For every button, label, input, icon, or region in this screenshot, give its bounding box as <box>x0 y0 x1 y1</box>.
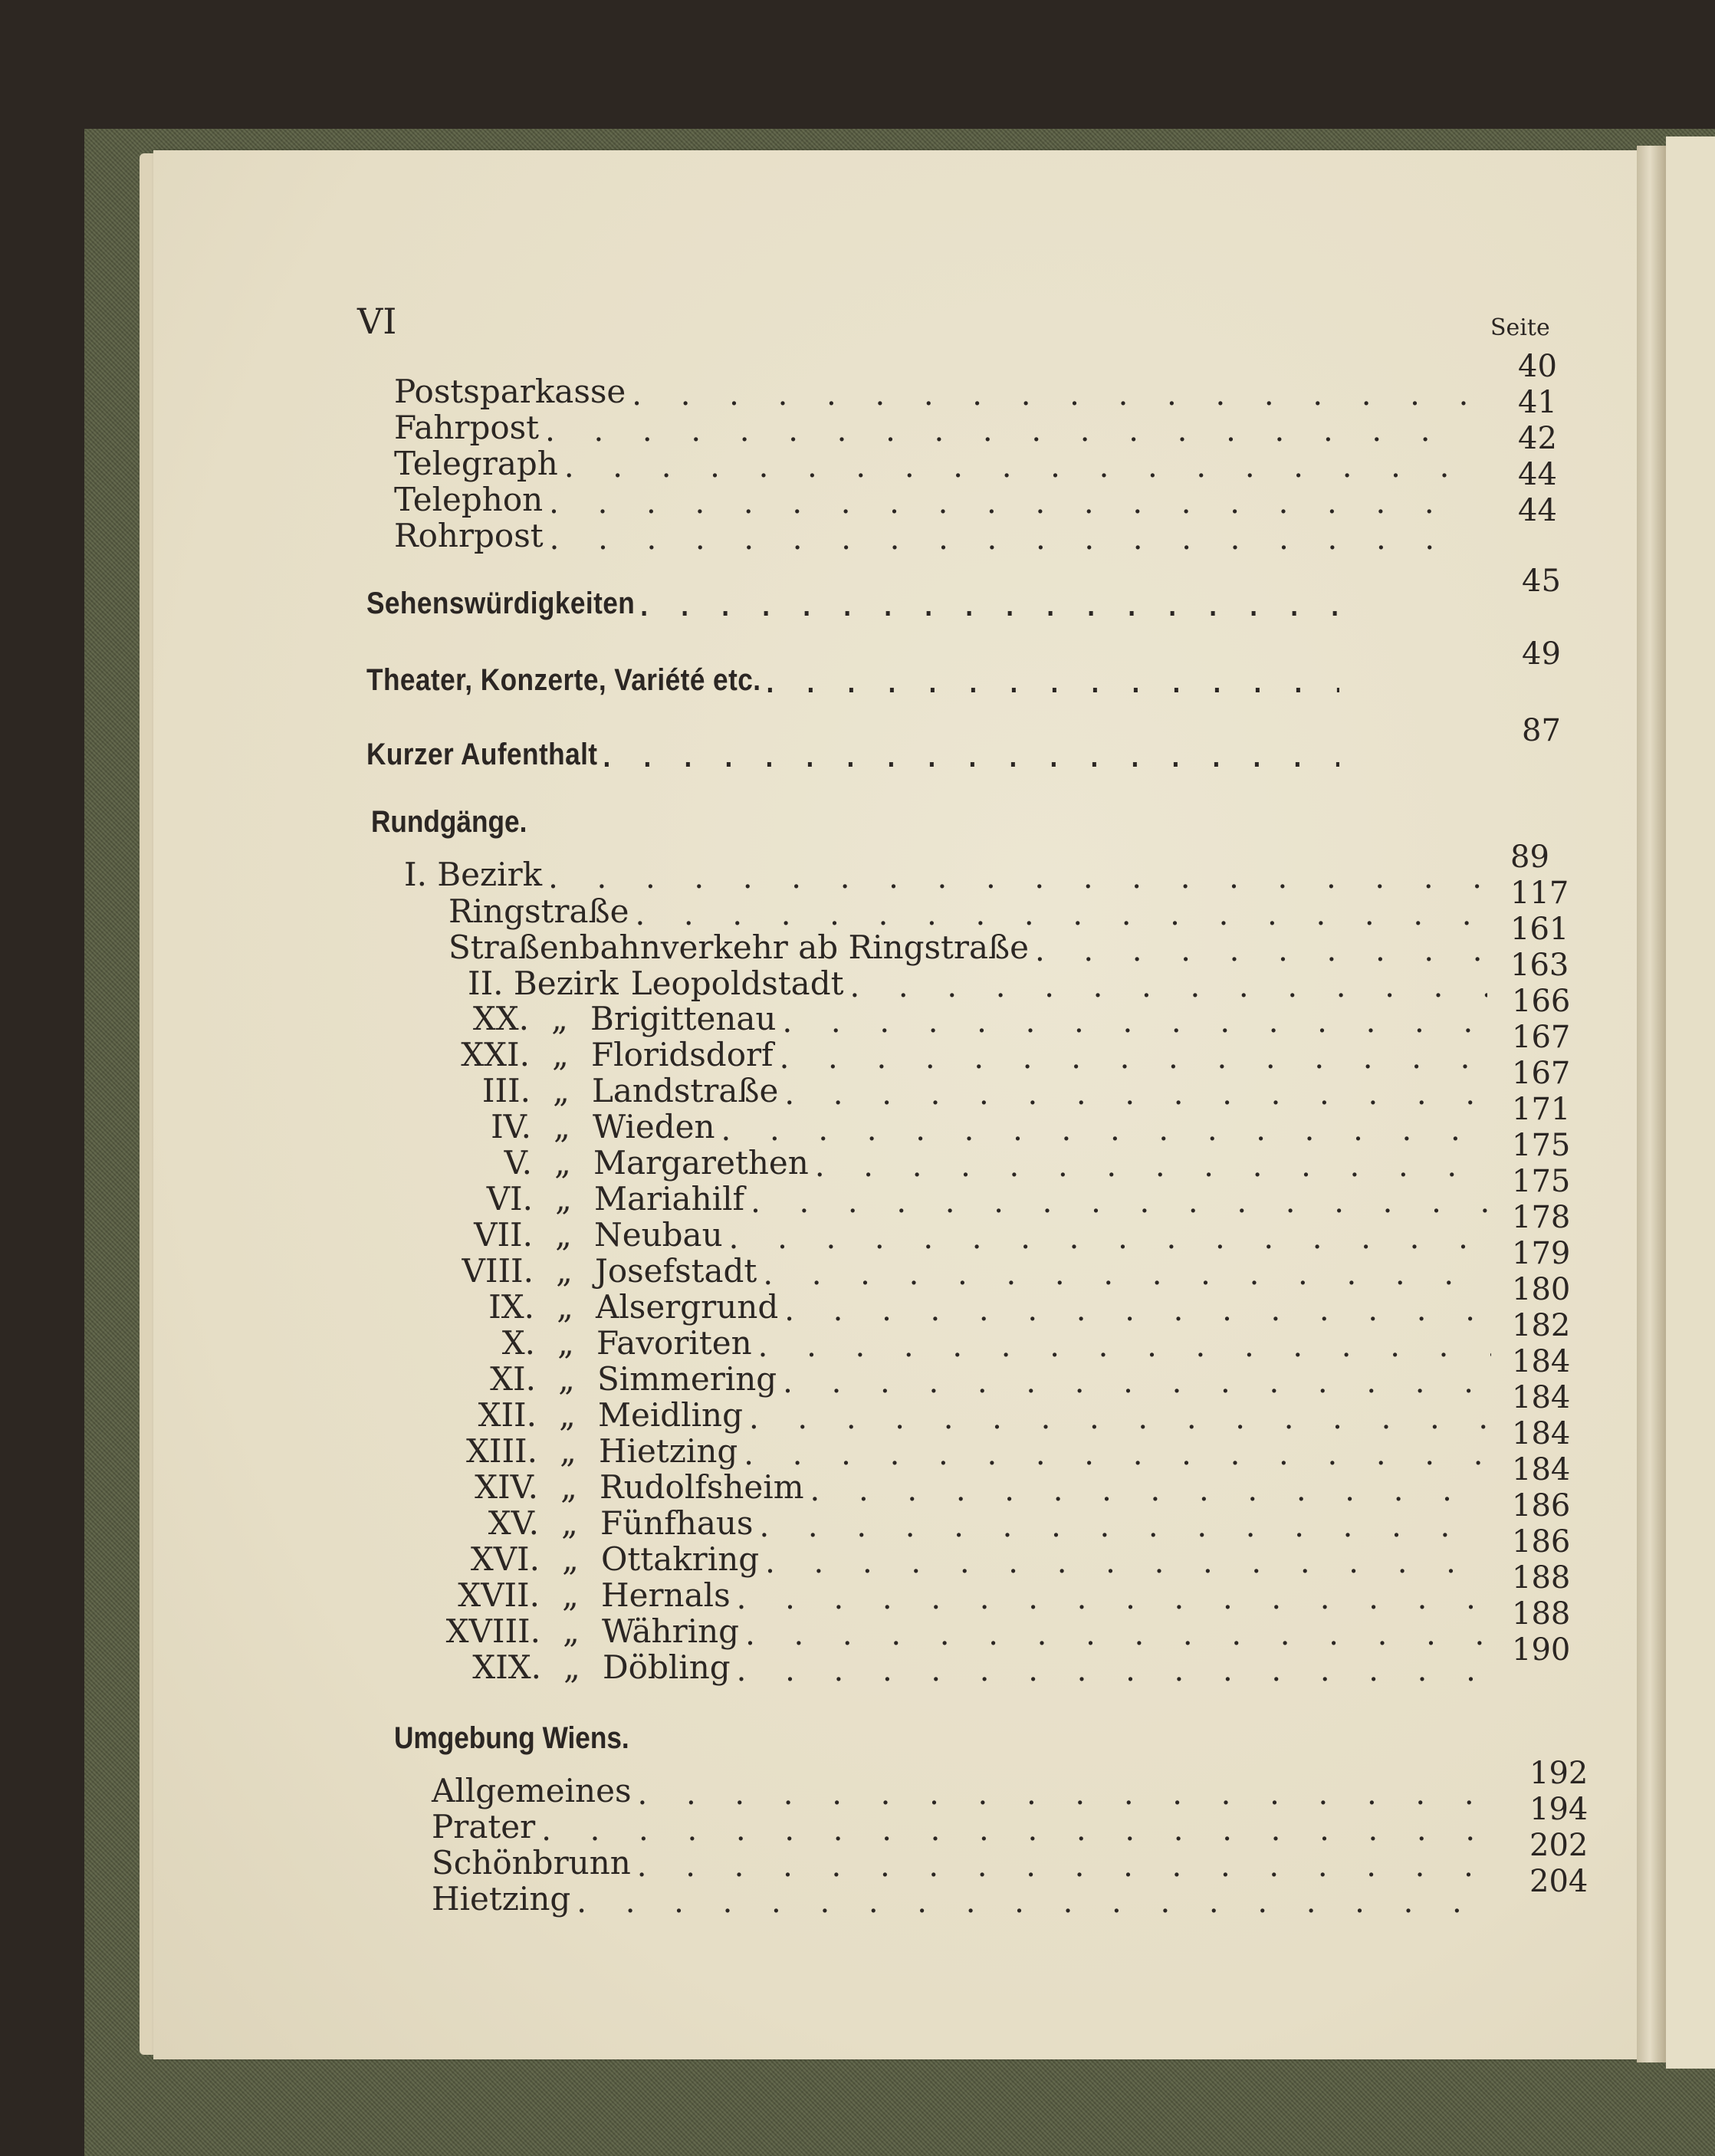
district-number: XIV. <box>475 1468 538 1506</box>
toc-label: Schönbrunn <box>432 1844 631 1882</box>
toc-page-number: 41 <box>1518 385 1557 420</box>
district-number: XI. <box>490 1360 536 1398</box>
district-number: XII. <box>478 1396 537 1434</box>
toc-page-number: 45 <box>1522 564 1561 599</box>
toc-page-number: 184 <box>1512 1344 1571 1379</box>
toc-label: Rohrpost <box>394 517 544 554</box>
ditto-mark: „ <box>557 1324 574 1362</box>
ditto-mark: „ <box>560 1432 577 1470</box>
district-number: VII. <box>474 1216 533 1254</box>
toc-page-number: 179 <box>1512 1236 1571 1271</box>
district-name: Meidling <box>598 1396 743 1434</box>
leader-dots <box>767 667 1339 698</box>
toc-label: Fahrpost <box>394 409 540 446</box>
toc-page-number: 188 <box>1512 1596 1571 1632</box>
toc-label: Telegraph <box>394 445 558 482</box>
district-number: XIX. <box>472 1648 541 1686</box>
district-name: Fünfhaus <box>600 1504 754 1542</box>
toc-entry <box>432 1875 1503 1918</box>
toc-page-number: 180 <box>1512 1272 1571 1307</box>
district-number: IX. <box>488 1288 534 1326</box>
toc-page-number: 190 <box>1512 1632 1571 1668</box>
district-name: Brigittenau <box>590 1000 777 1037</box>
ditto-mark: „ <box>556 1252 573 1290</box>
ditto-mark: „ <box>563 1648 580 1686</box>
toc-label: Leopoldstadt <box>630 965 844 1002</box>
toc-entry <box>366 729 1339 772</box>
district-number: III. <box>481 1072 531 1109</box>
district-number: XIII. <box>465 1432 537 1470</box>
ditto-mark: „ <box>552 1036 569 1073</box>
umgebung-heading: Umgebung Wiens. <box>394 1721 629 1755</box>
toc-label: Prater <box>432 1808 536 1845</box>
toc-label: Allgemeines <box>432 1772 632 1809</box>
leader-dots <box>550 524 1472 554</box>
district-number: VIII. <box>462 1252 534 1290</box>
rundgaenge-heading: Rundgänge. <box>371 805 527 839</box>
toc-label: Sehenswürdigkeiten <box>366 587 636 620</box>
district-name: Alsergrund <box>596 1288 779 1326</box>
district-number: XVI. <box>470 1540 540 1578</box>
toc-page-number: 167 <box>1512 1020 1571 1055</box>
district-name: Währing <box>602 1612 740 1650</box>
column-header: Seite <box>1490 314 1550 341</box>
district-number: V. <box>504 1144 532 1182</box>
district-name: Wieden <box>593 1108 715 1145</box>
toc-page-number: 194 <box>1529 1792 1589 1827</box>
toc-page-number: 192 <box>1529 1756 1589 1791</box>
district-number: XVII. <box>458 1576 540 1614</box>
district-name: Simmering <box>597 1360 777 1398</box>
district-number: X. <box>501 1324 535 1362</box>
leader-dots <box>603 741 1339 772</box>
district-number: IV. <box>491 1108 531 1145</box>
toc-entry <box>426 1643 1491 1686</box>
toc-page-number: 163 <box>1510 948 1569 983</box>
toc-entry <box>366 655 1339 698</box>
ditto-mark: „ <box>562 1540 579 1578</box>
toc-page-number: 161 <box>1510 912 1569 947</box>
page-number: VI <box>357 301 397 342</box>
ditto-mark: „ <box>557 1288 573 1326</box>
district-name: Favoriten <box>596 1324 752 1362</box>
toc-page-number: 204 <box>1529 1864 1589 1899</box>
district-name: Floridsdorf <box>591 1036 774 1073</box>
district-number: XV. <box>488 1504 539 1542</box>
leader-dots <box>737 1655 1491 1686</box>
ditto-mark: „ <box>553 1072 570 1109</box>
toc-page-number: 202 <box>1529 1828 1589 1863</box>
toc-label: I. Bezirk <box>404 856 543 893</box>
district-name: Hernals <box>601 1576 731 1614</box>
toc-page-number: 166 <box>1512 984 1571 1019</box>
ditto-mark: „ <box>563 1612 580 1650</box>
toc-label: Telephon <box>394 481 544 518</box>
toc-label: Straßenbahnverkehr ab Ringstraße <box>448 928 1029 966</box>
toc-entry <box>394 511 1472 554</box>
toc-page-number: 186 <box>1512 1488 1571 1523</box>
district-name: Döbling <box>603 1648 731 1686</box>
toc-page-number: 178 <box>1512 1200 1571 1235</box>
toc-page-number: 167 <box>1512 1056 1571 1091</box>
ditto-mark: „ <box>562 1576 579 1614</box>
district-name: Rudolfsheim <box>600 1468 804 1506</box>
toc-entry <box>366 578 1339 621</box>
ditto-mark: „ <box>551 1000 568 1037</box>
leader-dots <box>640 590 1339 621</box>
ditto-mark: „ <box>555 1216 572 1254</box>
toc-page-number: 87 <box>1522 713 1561 748</box>
district-name: Hietzing <box>599 1432 738 1470</box>
toc-label: Ringstraße <box>448 892 629 930</box>
toc-label: Postsparkasse <box>394 373 626 410</box>
toc-label: II. Bezirk <box>468 965 619 1002</box>
toc-page-number: 89 <box>1510 840 1549 875</box>
toc-page-number: 49 <box>1522 636 1561 672</box>
toc-page-number: 175 <box>1512 1128 1571 1163</box>
toc-page-number: 42 <box>1518 421 1557 456</box>
district-number: VI. <box>486 1180 533 1218</box>
district-name: Mariahilf <box>594 1180 745 1218</box>
ditto-mark: „ <box>558 1360 575 1398</box>
district-name: Landstraße <box>592 1072 779 1109</box>
toc-page-number: 184 <box>1512 1416 1571 1451</box>
toc-page-number: 175 <box>1512 1164 1571 1199</box>
ditto-mark: „ <box>559 1396 576 1434</box>
toc-page-number: 182 <box>1512 1308 1571 1343</box>
toc-page-number: 186 <box>1512 1524 1571 1559</box>
toc-page-number: 44 <box>1518 457 1557 492</box>
toc-label: Kurzer Aufenthalt <box>366 738 598 771</box>
toc-page-number: 171 <box>1512 1092 1571 1127</box>
district-number: XX. <box>472 1000 529 1037</box>
toc-page-number: 184 <box>1512 1380 1571 1415</box>
district-name: Margarethen <box>593 1144 809 1182</box>
district-name: Josefstadt <box>595 1252 757 1290</box>
ditto-mark: „ <box>555 1180 572 1218</box>
toc-page-number: 40 <box>1518 349 1557 384</box>
leader-dots <box>577 1887 1503 1918</box>
toc-label: Hietzing <box>432 1880 571 1918</box>
district-number: XXI. <box>461 1036 530 1073</box>
toc-page-number: 188 <box>1512 1560 1571 1596</box>
toc-page-number: 44 <box>1518 493 1557 528</box>
toc-label: Theater, Konzerte, Variété etc. <box>366 663 761 697</box>
district-name: Ottakring <box>601 1540 760 1578</box>
district-number: XVIII. <box>445 1612 540 1650</box>
ditto-mark: „ <box>554 1108 570 1145</box>
ditto-mark: „ <box>561 1504 578 1542</box>
toc-page-number: 117 <box>1510 876 1569 911</box>
ditto-mark: „ <box>554 1144 571 1182</box>
ditto-mark: „ <box>560 1468 577 1506</box>
toc-page-number: 184 <box>1512 1452 1571 1487</box>
district-name: Neubau <box>594 1216 723 1254</box>
